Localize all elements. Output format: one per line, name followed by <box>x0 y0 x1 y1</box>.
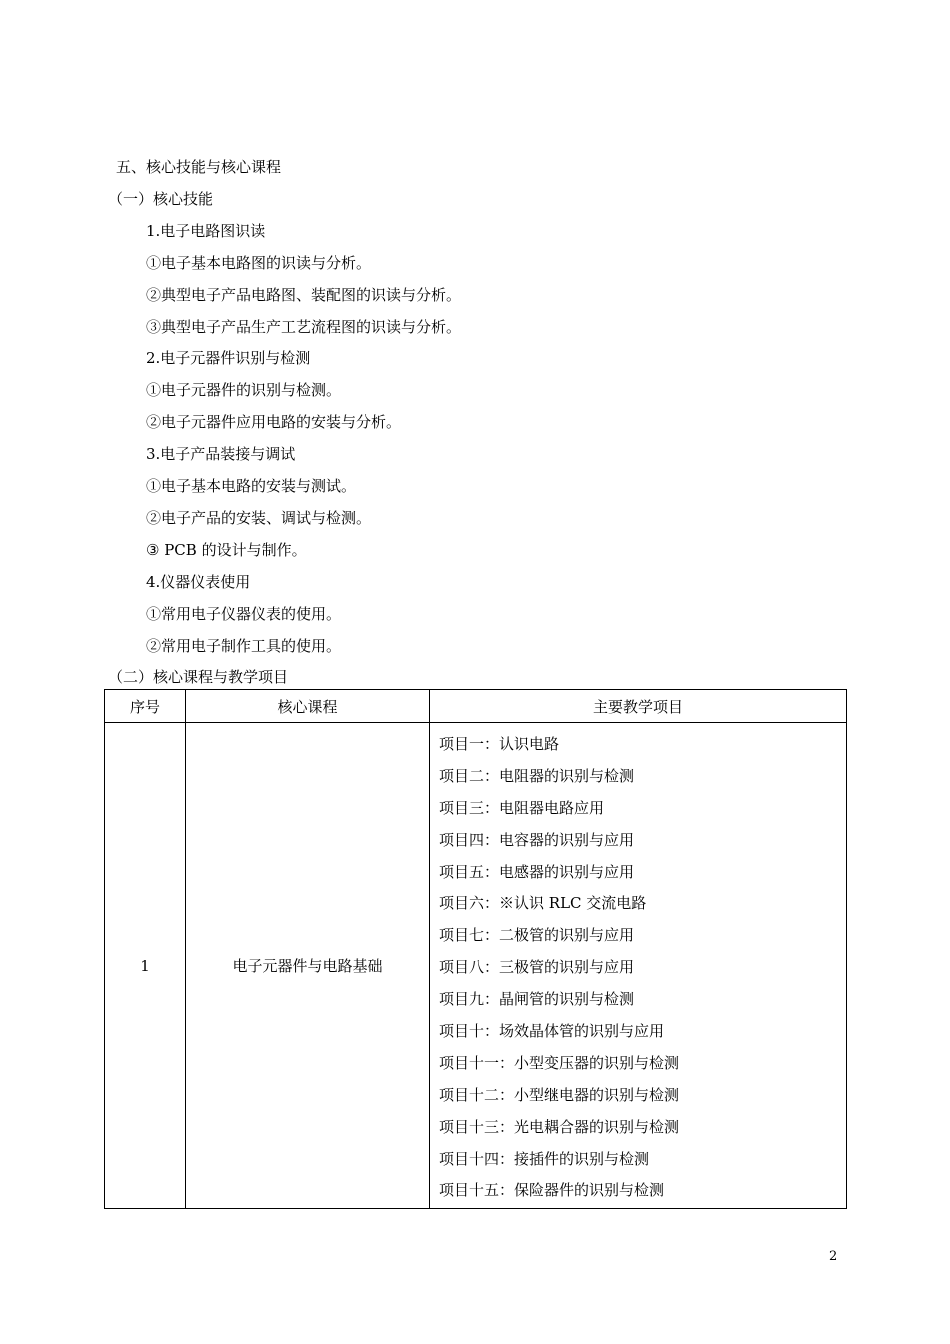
header-no: 序号 <box>105 690 186 723</box>
project-item: 项目十二：小型继电器的识别与检测 <box>439 1085 680 1104</box>
skill-item: ②电子产品的安装、调试与检测。 <box>146 509 372 527</box>
skill-item: ①电子元器件的识别与检测。 <box>146 381 342 399</box>
skills-heading: （一）核心技能 <box>108 190 214 208</box>
skill-group-title: 2.电子元器件识别与检测 <box>146 349 311 367</box>
header-projects: 主要教学项目 <box>430 690 847 723</box>
project-item: 项目九：晶闸管的识别与检测 <box>439 990 635 1009</box>
project-item: 项目十三：光电耦合器的识别与检测 <box>439 1117 680 1136</box>
table-header-row <box>105 690 847 723</box>
table-row <box>105 723 847 1209</box>
project-item: 项目六：※认识 RLC 交流电路 <box>439 894 647 913</box>
project-list <box>430 723 847 1209</box>
project-item: 项目八：三极管的识别与应用 <box>439 958 635 977</box>
skill-item: ①电子基本电路的安装与测试。 <box>146 477 357 495</box>
project-item: 项目十一：小型变压器的识别与检测 <box>439 1053 680 1072</box>
project-item: 项目二：电阻器的识别与检测 <box>439 766 635 785</box>
skill-item: ①电子基本电路图的识读与分析。 <box>146 254 372 272</box>
core-courses-table <box>104 689 847 1209</box>
courses-heading: （二）核心课程与教学项目 <box>108 668 289 686</box>
skill-group-title: 3.电子产品装接与调试 <box>146 445 296 463</box>
project-item: 项目三：电阻器电路应用 <box>439 798 605 817</box>
course-name: 电子元器件与电路基础 <box>186 723 430 1209</box>
project-item: 项目七：二极管的识别与应用 <box>439 926 635 945</box>
skill-group-title: 1.电子电路图识读 <box>146 222 266 240</box>
skill-item: ③ PCB 的设计与制作。 <box>146 541 307 559</box>
skill-item: ②电子元器件应用电路的安装与分析。 <box>146 413 402 431</box>
section-title: 五、核心技能与核心课程 <box>116 158 282 176</box>
project-item: 项目十四：接插件的识别与检测 <box>439 1149 650 1168</box>
project-item: 项目四：电容器的识别与应用 <box>439 830 635 849</box>
skill-item: ①常用电子仪器仪表的使用。 <box>146 605 342 623</box>
project-item: 项目五：电感器的识别与应用 <box>439 862 635 881</box>
skill-item: ②常用电子制作工具的使用。 <box>146 637 342 655</box>
row-number: 1 <box>105 723 186 1209</box>
page-number: 2 <box>829 1249 838 1264</box>
project-item: 项目十五：保险器件的识别与检测 <box>439 1181 665 1200</box>
header-course: 核心课程 <box>186 690 430 723</box>
skill-group-title: 4.仪器仪表使用 <box>146 573 251 591</box>
skill-item: ③典型电子产品生产工艺流程图的识读与分析。 <box>146 318 462 336</box>
skill-item: ②典型电子产品电路图、装配图的识读与分析。 <box>146 286 462 304</box>
project-item: 项目十：场效晶体管的识别与应用 <box>439 1022 665 1041</box>
project-item: 项目一：认识电路 <box>439 735 560 753</box>
